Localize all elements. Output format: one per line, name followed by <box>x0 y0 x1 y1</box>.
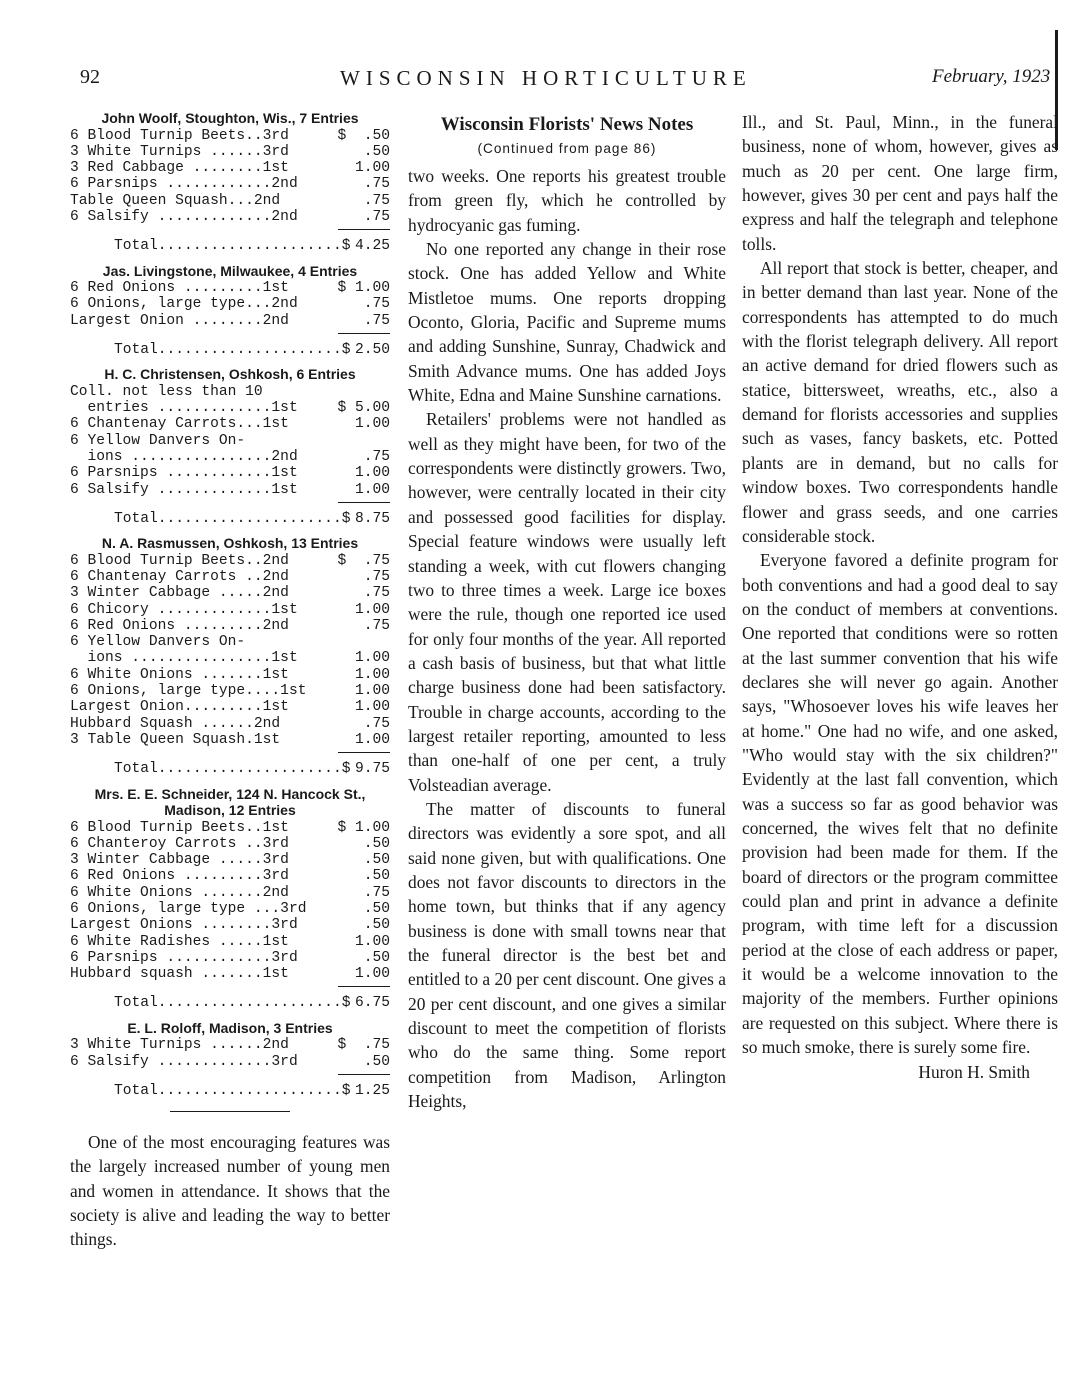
news-paragraph: The matter of discounts to funeral directors was evidently a sore spot, and all said none given, but with qualifications. One does not favor discounts to directors in the home town, but thinks that if any agency business is done with small towns near that the funeral director is the best bet and entitled to a 20 per cent discount. One gives a 20 per cent discount, and one gives a similar discount to meet the competition of florists who do the same thing. Some report competition from Madison, Arlington Heights, <box>408 798 726 1112</box>
news-notes-continuation: (Continued from page 86) <box>477 141 657 156</box>
entry-row <box>70 917 390 933</box>
entry-amount: $ 1.00 <box>337 280 390 297</box>
entry-item: 6 Blood Turnip Beets..1st <box>70 819 289 836</box>
entry-row <box>70 384 390 400</box>
entry-amount: .75 <box>363 192 390 209</box>
entry-amount: 1.00 <box>354 601 390 618</box>
entry-amount: $ .75 <box>337 552 390 569</box>
entry-item: 3 Winter Cabbage .....3rd <box>70 852 289 869</box>
entries-column <box>70 110 390 1252</box>
entry-item: entries .............1st <box>70 400 298 417</box>
entry-block <box>70 263 390 359</box>
entry-total-row <box>70 238 390 254</box>
issue-date: February, 1923 <box>932 66 1051 87</box>
entry-item: 6 Yellow Danvers On- <box>70 634 246 651</box>
entry-total: 6.75 <box>354 995 390 1012</box>
entry-row <box>70 296 390 312</box>
sum-rule <box>338 752 390 753</box>
entry-block <box>70 110 390 255</box>
entry-row <box>70 209 390 225</box>
entry-item: 6 Salsify .............2nd <box>70 208 298 225</box>
entry-amount: 1.00 <box>354 666 390 683</box>
entry-item: Largest Onion.........1st <box>70 699 289 716</box>
entry-total: 2.50 <box>354 341 390 358</box>
entry-amount: .50 <box>363 1053 390 1070</box>
entry-amount: .50 <box>363 852 390 869</box>
entry-amount: $ .50 <box>337 127 390 144</box>
entry-row <box>70 400 390 416</box>
news-notes-title: Wisconsin Florists' News Notes <box>440 114 694 135</box>
entry-row <box>70 416 390 432</box>
entry-row <box>70 820 390 836</box>
entry-row <box>70 885 390 901</box>
entry-item: 3 White Turnips ......3rd <box>70 143 289 160</box>
entry-row <box>70 465 390 481</box>
news-paragraph: Ill., and St. Paul, Minn., in the funeral business, none of whom, however, gives as much as 20 per cent. One large firm, however, gives 30 per cent and pays half the express and half the telegraph and telephone tolls. <box>742 112 1058 254</box>
entry-amount: .75 <box>363 312 390 329</box>
sum-rule <box>338 502 390 503</box>
entry-row <box>70 683 390 699</box>
entry-item: 3 Table Queen Squash.1st <box>70 731 281 748</box>
entry-item: Coll. not less than 10 <box>70 383 263 400</box>
entry-item: 6 Salsify .............1st <box>70 481 298 498</box>
entry-amount: 1.00 <box>354 683 390 700</box>
entry-heading: H. C. Christensen, Oshkosh, 6 Entries <box>104 366 356 383</box>
entry-total-row <box>70 511 390 527</box>
entry-heading: E. L. Roloff, Madison, 3 Entries <box>127 1019 333 1036</box>
entry-heading: John Woolf, Stoughton, Wis., 7 Entries <box>101 110 359 126</box>
entry-item: 3 Red Cabbage ........1st <box>70 160 289 177</box>
entry-row <box>70 1037 390 1053</box>
entry-item: 6 Chantenay Carrots...1st <box>70 416 289 433</box>
entry-row <box>70 716 390 732</box>
entry-amount: 1.00 <box>354 416 390 433</box>
entry-row <box>70 280 390 296</box>
entry-row <box>70 160 390 176</box>
entry-row <box>70 482 390 498</box>
entry-item: 6 White Radishes .....1st <box>70 933 289 950</box>
entry-amount: .50 <box>363 868 390 885</box>
entry-amount: .50 <box>363 835 390 852</box>
entry-item: 6 Blood Turnip Beets..3rd <box>70 127 289 144</box>
entry-item: Hubbard Squash ......2nd <box>70 715 281 732</box>
entry-block <box>70 1020 390 1099</box>
entry-total-row <box>70 342 390 358</box>
entry-block <box>70 535 390 777</box>
entry-amount: .75 <box>363 884 390 901</box>
entry-row <box>70 868 390 884</box>
entry-total-label: Total.....................$ <box>114 761 351 778</box>
entry-item: ions ................1st <box>70 650 298 667</box>
entry-row <box>70 650 390 666</box>
entry-row <box>70 934 390 950</box>
sum-rule <box>338 986 390 987</box>
entry-row <box>70 732 390 748</box>
entry-total: 9.75 <box>354 761 390 778</box>
entry-row <box>70 1054 390 1070</box>
entry-amount: 1.00 <box>354 481 390 498</box>
entry-total: 1.25 <box>354 1082 390 1099</box>
entry-amount: 1.00 <box>354 160 390 177</box>
entry-item: 6 Onions, large type ...3rd <box>70 900 307 917</box>
entry-item: Largest Onions ........3rd <box>70 917 298 934</box>
entry-item: Table Queen Squash...2nd <box>70 192 281 209</box>
entry-row <box>70 602 390 618</box>
news-notes-column-right <box>742 110 1058 1085</box>
entry-total-row <box>70 1083 390 1099</box>
entry-total-label: Total.....................$ <box>114 510 351 527</box>
entry-row <box>70 176 390 192</box>
entry-item: 6 Chanteroy Carrots ..3rd <box>70 835 289 852</box>
entry-row <box>70 128 390 144</box>
entry-row <box>70 950 390 966</box>
entry-item: 6 Chantenay Carrots ..2nd <box>70 568 289 585</box>
entry-item: 6 Parsnips ............2nd <box>70 176 298 193</box>
entry-row <box>70 553 390 569</box>
entry-item: 6 White Onions .......1st <box>70 666 289 683</box>
entry-amount: .50 <box>363 143 390 160</box>
entry-amount: .75 <box>363 448 390 465</box>
entry-amount <box>334 433 390 449</box>
entry-amount: 1.00 <box>354 465 390 482</box>
entry-item: ions ................2nd <box>70 448 298 465</box>
entry-item: 6 Red Onions .........3rd <box>70 868 289 885</box>
entry-item: 6 Red Onions .........2nd <box>70 617 289 634</box>
entry-row <box>70 634 390 650</box>
entry-amount: .75 <box>363 617 390 634</box>
entry-heading: Jas. Livingstone, Milwaukee, 4 Entries <box>102 262 358 279</box>
entry-row <box>70 901 390 917</box>
news-paragraph: two weeks. One reports his greatest trouble from green fly, which he controlled by hydrocyanic gas fuming. <box>408 166 726 235</box>
entry-item: 6 Parsnips ............1st <box>70 465 298 482</box>
entry-block <box>70 786 390 1012</box>
entry-item: 6 Onions, large type....1st <box>70 683 307 700</box>
entry-total: 4.25 <box>354 238 390 255</box>
entry-amount: 1.00 <box>354 933 390 950</box>
entry-item: 6 Chicory .............1st <box>70 601 298 618</box>
entry-total-label: Total.....................$ <box>114 341 351 358</box>
news-notes-column-middle <box>408 110 726 1113</box>
entry-amount: 1.00 <box>354 650 390 667</box>
entry-amount: $ .75 <box>337 1037 390 1054</box>
entry-amount <box>334 634 390 650</box>
entry-amount: $ 5.00 <box>337 400 390 417</box>
entry-amount: .75 <box>363 176 390 193</box>
news-paragraph: All report that stock is better, cheaper, and in better demand than last year. None of the correspondents has attempted to do much with the florist telegraph delivery. All report an active demand for dried flowers such as statice, bittersweet, wreaths, etc., also a demand for florists accessories and supplies such as vases, fancy baskets, etc. Potted plants are in demand, but no calls for window boxes. Two correspondents handle flower and grass seeds, and one carries considerable stock. <box>742 258 1058 546</box>
entry-row <box>70 433 390 449</box>
entry-item: 6 White Onions .......2nd <box>70 884 289 901</box>
news-paragraph: Retailers' problems were not handled as well as they might have been, for two of the correspondents were distinctly growers. Two, however, were centrally located in their city and possessed good facilities for display. Special feature windows were usually left standing a week, with cut flowers changing two to three times a week. Large ice boxes were the rule, though one reported ice used for only four months of the year. All reported a cash basis of business, but that what little charge business done had been satisfactory. Trouble in charge accounts, according to the largest retailer reporting, amounted to less than one-half of one per cent, a truly Volsteadian average. <box>408 409 726 795</box>
entry-total-row <box>70 761 390 777</box>
entry-item: 6 Onions, large type...2nd <box>70 296 298 313</box>
entry-row <box>70 699 390 715</box>
entry-amount: $ 1.00 <box>337 819 390 836</box>
entry-amount: .75 <box>363 585 390 602</box>
entry-amount: .75 <box>363 715 390 732</box>
entry-row <box>70 852 390 868</box>
sum-rule <box>338 229 390 230</box>
author-signature: Huron H. Smith <box>918 1062 1030 1083</box>
entry-amount: .50 <box>363 917 390 934</box>
entry-row <box>70 449 390 465</box>
entry-row <box>70 569 390 585</box>
entry-total-label: Total.....................$ <box>114 238 351 255</box>
page-number: 92 <box>80 66 100 88</box>
entry-item: 3 Winter Cabbage .....2nd <box>70 585 289 602</box>
entry-item: Hubbard squash .......1st <box>70 966 289 983</box>
entry-amount: 1.00 <box>354 699 390 716</box>
entry-row <box>70 313 390 329</box>
entry-amount: .75 <box>363 296 390 313</box>
entry-item: 6 Yellow Danvers On- <box>70 432 246 449</box>
entry-amount: .75 <box>363 568 390 585</box>
entry-amount: .75 <box>363 208 390 225</box>
entry-amount <box>334 384 390 400</box>
entry-row <box>70 585 390 601</box>
news-paragraph: No one reported any change in their rose stock. One has added Yellow and White Mistletoe mums. One reports dropping Oconto, Gloria, Pacific and Supreme mums and adding Sunshine, Sunray, Chadwick and Smith Advance mums. One has added Joys White, Edna and Maine Sunshine carnations. <box>408 239 726 406</box>
entry-item: 6 Salsify .............3rd <box>70 1053 298 1070</box>
entry-row <box>70 144 390 160</box>
sum-rule <box>338 1074 390 1075</box>
journal-title: WISCONSIN HORTICULTURE <box>340 66 752 90</box>
entry-total-row <box>70 995 390 1011</box>
entry-amount: 1.00 <box>354 731 390 748</box>
entry-amount: .50 <box>363 949 390 966</box>
entry-total-label: Total.....................$ <box>114 1082 351 1099</box>
entry-item: 6 Parsnips ............3rd <box>70 949 298 966</box>
sum-rule <box>338 333 390 334</box>
entry-block <box>70 366 390 527</box>
entry-item: 6 Red Onions .........1st <box>70 280 289 297</box>
entry-heading: N. A. Rasmussen, Oshkosh, 13 Entries <box>101 535 359 552</box>
entry-amount: 1.00 <box>354 966 390 983</box>
entry-row <box>70 667 390 683</box>
entry-heading: Mrs. E. E. Schneider, 124 N. Hancock St., Madison, 12 Entries <box>94 785 366 818</box>
entry-item: Largest Onion ........2nd <box>70 312 289 329</box>
entry-item: 3 White Turnips ......2nd <box>70 1037 289 1054</box>
attendance-paragraph: One of the most encouraging features was the largely increased number of young men and women in attendance. It shows that the society is alive and leading the way to better things. <box>70 1132 390 1250</box>
entry-amount: .50 <box>363 900 390 917</box>
entry-row <box>70 618 390 634</box>
news-paragraph: Everyone favored a definite program for both conventions and had a good deal to say on the conduct of members at conventions. One reported that conditions were so rotten at the last summer convention that his wife declares she will never go again. Another says, "Whosoever loves his wife leaves her at home." One had no wife, and one asked, "Who would stay with the six children?" Evidently at the last fall convention, which was a success so far as good behavior was concerned, the wives felt that no definite provision had been made for them. If the board of directors or the program committee could plan and print in advance a definite program, with time left for a discussion period at the close of each address or paper, it would be a welcome innovation to the majority of the members. Further opinions are requested on this subject. Where there is so much smoke, there is surely some fire. <box>742 550 1058 1058</box>
entry-item: 6 Blood Turnip Beets..2nd <box>70 552 289 569</box>
entry-total: 8.75 <box>354 510 390 527</box>
entry-row <box>70 193 390 209</box>
entry-row <box>70 966 390 982</box>
entry-row <box>70 836 390 852</box>
entry-total-label: Total.....................$ <box>114 995 351 1012</box>
section-separator <box>170 1111 290 1112</box>
